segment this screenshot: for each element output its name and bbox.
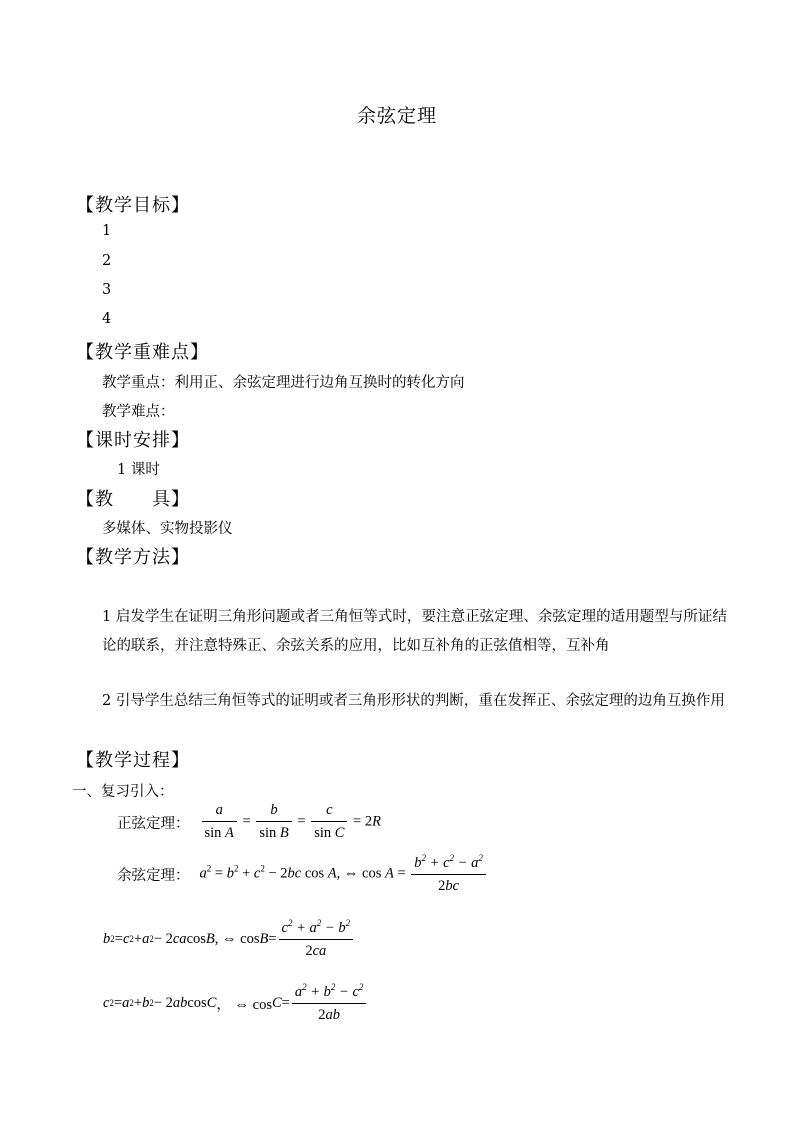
teaching-focus: 教学重点：利用正、余弦定理进行边角互换时的转化方向 xyxy=(102,375,465,391)
key-points-heading: 【教学重难点】 xyxy=(76,342,209,363)
goal-item: 4 xyxy=(102,311,112,327)
goal-item: 1 xyxy=(102,223,112,239)
goals-heading: 【教学目标】 xyxy=(76,195,190,216)
tools-heading: 【教 具】 xyxy=(76,489,190,510)
methods-heading: 【教学方法】 xyxy=(76,547,190,568)
sine-law-formula xyxy=(117,802,381,842)
cosine-law-equation-c: c 2 = a 2 + b 2 − 2 ab cos C ， ⇔ cos C = $\frac{a^2 + b^2 - c^2}{2ab}$ xyxy=(103,982,368,1024)
sine-law-label: 正弦定理： xyxy=(117,815,190,832)
goal-item: 3 xyxy=(102,282,112,298)
review-step: 一、复习引入： xyxy=(72,784,174,800)
cosine-law-label: 余弦定理： xyxy=(117,867,190,884)
cosine-law-equation-a: $a^2 = b^2 + c^2 - 2bc$ cos A, ⇔ cos A = $\frac{b^2 + c^2 - a^2}{2bc}$ xyxy=(200,853,488,895)
process-heading: 【教学过程】 xyxy=(76,750,190,771)
goal-item: 2 xyxy=(102,253,112,269)
page-title: 余弦定理 xyxy=(356,105,437,127)
schedule-text: 1 课时 xyxy=(117,462,160,478)
cosine-law-equation-b: b 2 = c 2 + a 2 − 2 ca cos B , ⇔ cos B = $\frac{c^2 + a^2 - b^2}{2ca}$ xyxy=(103,918,355,960)
cosine-law-formula-a xyxy=(117,853,488,895)
sine-law-equation: $\frac{a}{\text{sin A}}$ = $\frac{b}{\text{sin B}}$ = $\frac{c}{\text{sin C}}$ = 2R xyxy=(200,802,381,842)
methods-paragraph-2: 2 引导学生总结三角恒等式的证明或者三角形形状的判断，重在发挥正、余弦定理的边角互换作用 xyxy=(102,693,725,709)
schedule-heading: 【课时安排】 xyxy=(76,430,190,451)
methods-paragraph-1: 1 启发学生在证明三角形问题或者三角恒等式时，要注意正弦定理、余弦定理的适用题型与所证结论的联系，并注意特殊正、余弦关系的应用，比如互补角的正弦值相等，互补角 xyxy=(102,609,727,654)
tools-text: 多媒体、实物投影仪 xyxy=(102,521,233,537)
teaching-difficulty: 教学难点： xyxy=(102,404,175,420)
